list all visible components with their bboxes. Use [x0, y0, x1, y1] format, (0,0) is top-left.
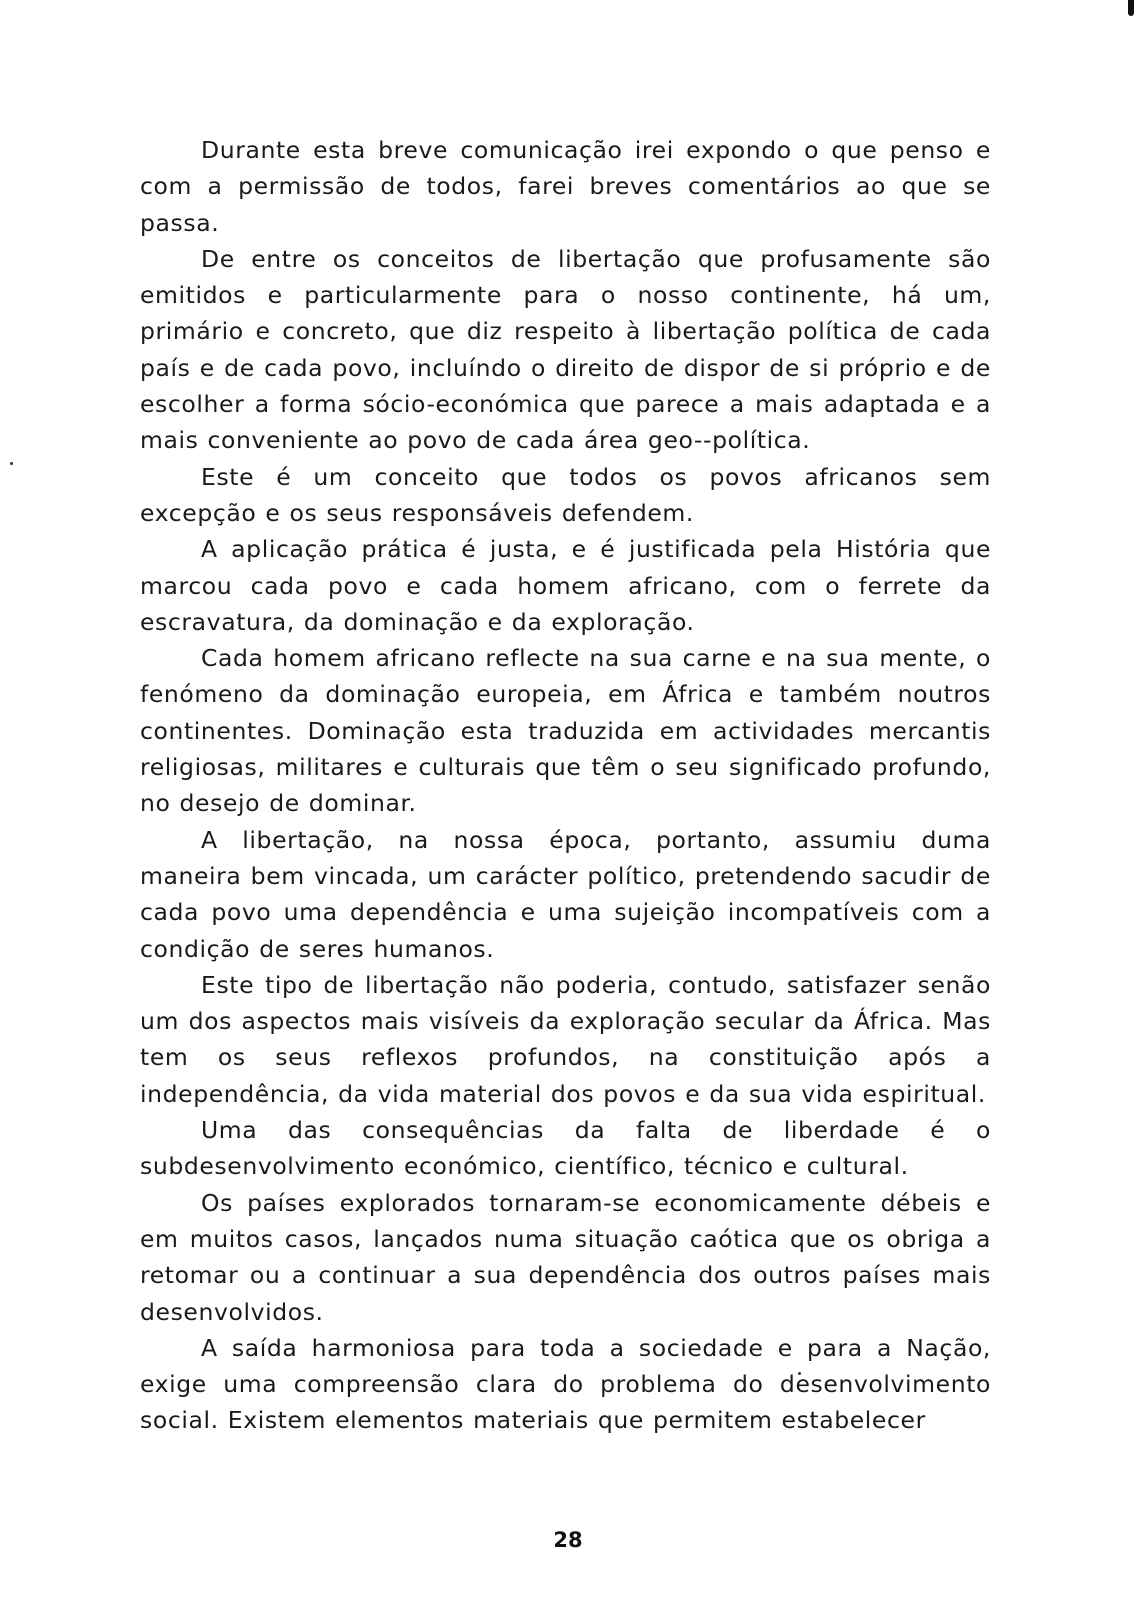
corner-ink-mark	[1128, 0, 1134, 16]
paragraph: Durante esta breve comunicação irei expondo o que penso e com a permissão de todos, farei breves comentários ao que se passa.	[140, 136, 991, 237]
paragraph: A saída harmoniosa para toda a sociedade e para a Nação, exige uma compreensão clara do problema do desenvolvimento social. Existem elementos materiais que permitem estabelecer	[140, 1333, 991, 1435]
paragraph: Cada homem africano reflecte na sua carne e na sua mente, o fenómeno da dominação europeia, em África e também noutros continentes. Dominação esta traduzida em actividades mercantis religiosas, militares e culturais que têm o seu significado profundo, no desejo de dominar.	[140, 644, 991, 818]
body-text	[140, 132, 991, 1439]
paragraph: A aplicação prática é justa, e é justificada pela História que marcou cada povo e cada homem africano, com o ferrete da escravatura, da dominação e da exploração.	[140, 535, 991, 636]
paragraph: Os países explorados tornaram-se economicamente débeis e em muitos casos, lançados numa situação caótica que os obriga a retomar ou a continuar a sua dependência dos outros países mais desenvolvidos.	[140, 1188, 991, 1326]
ink-speck	[10, 462, 13, 465]
paragraph: A libertação, na nossa época, portanto, assumiu duma maneira bem vincada, um carácter político, pretendendo sacudir de cada povo uma dependência e uma sujeição incompatíveis com a condição de seres humanos.	[140, 825, 991, 963]
paragraph: Este é um conceito que todos os povos africanos sem excepção e os seus responsáveis defendem.	[140, 462, 991, 527]
page-number: 28	[553, 1528, 583, 1552]
paragraph: Este tipo de libertação não poderia, contudo, satisfazer senão um dos aspectos mais visíveis da exploração secular da África. Mas tem os seus reflexos profundos, na constituição após a independência, da vida material dos povos e da sua vida espiritual.	[140, 970, 991, 1108]
paragraph: Uma das consequências da falta de liberdade é o subdesenvolvimento económico, científico, técnico e cultural.	[140, 1116, 991, 1181]
paragraph: De entre os conceitos de libertação que profusamente são emitidos e particularmente para o nosso continente, há um, primário e concreto, que diz respeito à libertação política de cada país e de cada povo, incluíndo o direito de dispor de si próprio e de escolher a forma sócio-económica que parece a mais adaptada e a mais conveniente ao povo de cada área geo-‑política.	[140, 244, 991, 455]
